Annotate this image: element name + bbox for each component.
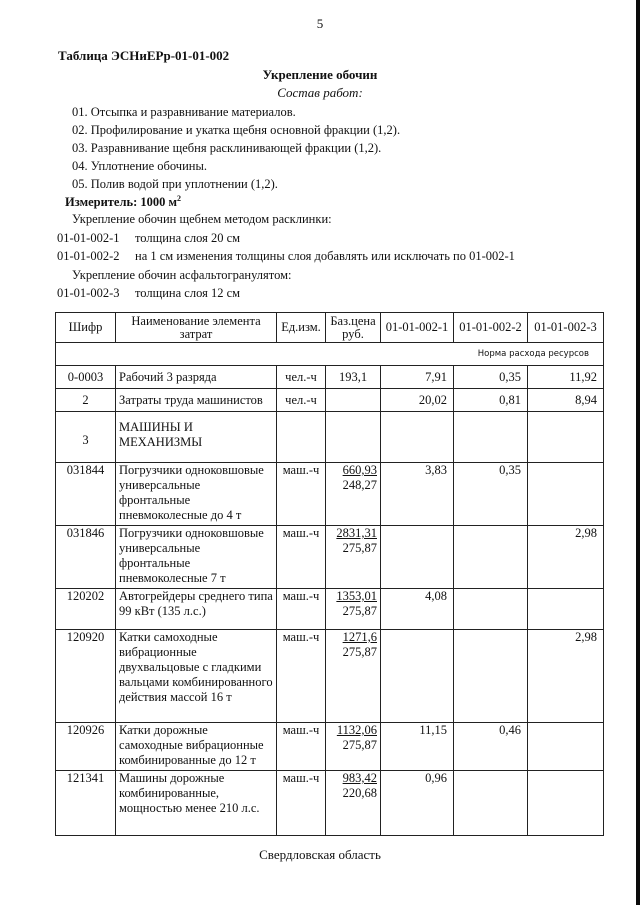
price-base: 248,27 — [342, 478, 377, 492]
row-price: 193,1 — [326, 366, 381, 389]
description-code: 01-01-002-1 — [57, 231, 120, 245]
norma-row — [56, 343, 604, 366]
section-name: МАШИНЫ И МЕХАНИЗМЫ — [116, 412, 277, 463]
price-current: 1353,01 — [336, 589, 377, 603]
section-title: Укрепление обочин — [262, 67, 378, 82]
description-line — [72, 268, 292, 283]
machine-unit: маш.-ч — [277, 589, 326, 630]
machine-name: Автогрейдеры среднего типа 99 кВт (135 л.с.) — [116, 589, 277, 630]
machine-code: 121341 — [56, 771, 116, 836]
row-price — [326, 389, 381, 412]
price-base: 220,68 — [342, 786, 377, 800]
price-current: 1132,06 — [336, 723, 377, 737]
machine-value-1: 11,15 — [381, 723, 454, 771]
work-item: 05. Полив водой при уплотнении (1,2). — [72, 177, 278, 191]
machine-row — [56, 589, 604, 630]
machine-value-1 — [381, 630, 454, 723]
machine-row — [56, 630, 604, 723]
machine-price — [326, 771, 381, 836]
table-title: Таблица ЭСНиЕРр-01-01-002 — [58, 48, 230, 63]
machine-value-2: 0,35 — [454, 463, 528, 526]
row-value-1: 20,02 — [381, 389, 454, 412]
machine-value-3 — [528, 723, 604, 771]
machine-code: 031844 — [56, 463, 116, 526]
machine-value-3 — [528, 589, 604, 630]
description-text: толщина слоя 20 см — [135, 231, 241, 245]
row-value-1: 7,91 — [381, 366, 454, 389]
works-heading: Состав работ: — [277, 85, 363, 100]
header-code: Шифр — [56, 313, 116, 343]
description-code: 01-01-002-2 — [57, 249, 120, 263]
machine-price — [326, 463, 381, 526]
row-value-3: 8,94 — [528, 389, 604, 412]
description-line — [57, 231, 240, 246]
machine-value-1: 0,96 — [381, 771, 454, 836]
machine-price — [326, 526, 381, 589]
row-code: 2 — [56, 389, 116, 412]
header-col1: 01-01-002-1 — [381, 313, 454, 343]
description-line — [72, 212, 332, 227]
machine-price — [326, 589, 381, 630]
machine-value-2 — [454, 589, 528, 630]
work-item: 04. Уплотнение обочины. — [72, 159, 207, 173]
machine-value-2 — [454, 526, 528, 589]
description-text: толщина слоя 12 см — [135, 286, 241, 300]
machine-price — [326, 723, 381, 771]
row-unit: чел.-ч — [277, 366, 326, 389]
price-base: 275,87 — [342, 604, 377, 618]
machine-name: Погрузчики одноковшовые универсальные фронтальные пневмоколесные 7 т — [116, 526, 277, 589]
machine-name: Машины дорожные комбинированные, мощностью менее 210 л.с. — [116, 771, 277, 836]
machine-value-3: 2,98 — [528, 630, 604, 723]
description-code: 01-01-002-3 — [57, 286, 120, 300]
empty-cell — [454, 412, 528, 463]
empty-cell — [277, 412, 326, 463]
machine-unit: маш.-ч — [277, 630, 326, 723]
row-name: Затраты труда машинистов — [116, 389, 277, 412]
price-current: 983,42 — [342, 771, 377, 785]
resource-table — [55, 312, 604, 836]
machine-value-2: 0,46 — [454, 723, 528, 771]
footer-region: Свердловская область — [259, 847, 381, 862]
row-value-3: 11,92 — [528, 366, 604, 389]
machine-row — [56, 526, 604, 589]
row-value-2: 0,35 — [454, 366, 528, 389]
section-row — [56, 412, 604, 463]
machine-value-2 — [454, 771, 528, 836]
machine-unit: маш.-ч — [277, 771, 326, 836]
work-item: 02. Профилирование и укатка щебня основной фракции (1,2). — [72, 123, 401, 137]
price-current: 1271,6 — [342, 630, 377, 644]
machine-unit: маш.-ч — [277, 723, 326, 771]
norma-label: Норма расхода ресурсов — [56, 343, 604, 366]
machine-price — [326, 630, 381, 723]
table-header-row — [56, 313, 604, 343]
description-text: на 1 см изменения толщины слоя добавлять или исключать по 01-002-1 — [135, 249, 515, 263]
work-item: 01. Отсыпка и разравнивание материалов. — [72, 105, 296, 119]
machine-code: 120926 — [56, 723, 116, 771]
header-col3: 01-01-002-3 — [528, 313, 604, 343]
machine-name: Катки дорожные самоходные вибрационные комбинированные до 12 т — [116, 723, 277, 771]
machine-code: 120920 — [56, 630, 116, 723]
header-name: Наименование элемента затрат — [116, 313, 277, 343]
empty-cell — [381, 412, 454, 463]
machine-value-3: 2,98 — [528, 526, 604, 589]
machine-value-1: 4,08 — [381, 589, 454, 630]
measure-label: Измеритель: 1000 м — [65, 195, 178, 210]
description-text: Укрепление обочин асфальтогранулятом: — [72, 268, 292, 282]
machine-value-2 — [454, 630, 528, 723]
description-line — [57, 286, 240, 301]
row-name: Рабочий 3 разряда — [116, 366, 277, 389]
machine-value-3 — [528, 771, 604, 836]
row-unit: чел.-ч — [277, 389, 326, 412]
scan-edge — [636, 0, 640, 905]
price-current: 660,93 — [342, 463, 377, 477]
price-current: 2831,31 — [336, 526, 377, 540]
table-row — [56, 389, 604, 412]
machine-code: 120202 — [56, 589, 116, 630]
row-value-2: 0,81 — [454, 389, 528, 412]
price-base: 275,87 — [342, 541, 377, 555]
machine-name: Катки самоходные вибрационные двухвальцовые с гладкими вальцами комбинированного действия массой 16 т — [116, 630, 277, 723]
empty-cell — [528, 412, 604, 463]
machine-row — [56, 771, 604, 836]
row-code: 0-0003 — [56, 366, 116, 389]
header-col2: 01-01-002-2 — [454, 313, 528, 343]
description-text: Укрепление обочин щебнем методом расклинки: — [72, 212, 332, 226]
page-number: 5 — [316, 16, 324, 31]
machine-row — [56, 463, 604, 526]
description-line — [57, 249, 515, 264]
machine-code: 031846 — [56, 526, 116, 589]
machine-name: Погрузчики одноковшовые универсальные фронтальные пневмоколесные до 4 т — [116, 463, 277, 526]
table-row — [56, 366, 604, 389]
machine-row — [56, 723, 604, 771]
machine-value-1: 3,83 — [381, 463, 454, 526]
price-base: 275,87 — [342, 645, 377, 659]
measure-sup: 2 — [177, 194, 182, 203]
section-code: 3 — [56, 412, 116, 463]
empty-cell — [326, 412, 381, 463]
measure-unit — [65, 194, 181, 210]
machine-value-3 — [528, 463, 604, 526]
header-price: Баз.цена руб. — [326, 313, 381, 343]
work-item: 03. Разравнивание щебня расклинивающей фракции (1,2). — [72, 141, 382, 155]
works-list — [72, 103, 400, 193]
machine-unit: маш.-ч — [277, 463, 326, 526]
price-base: 275,87 — [342, 738, 377, 752]
header-unit: Ед.изм. — [277, 313, 326, 343]
machine-value-1 — [381, 526, 454, 589]
machine-unit: маш.-ч — [277, 526, 326, 589]
